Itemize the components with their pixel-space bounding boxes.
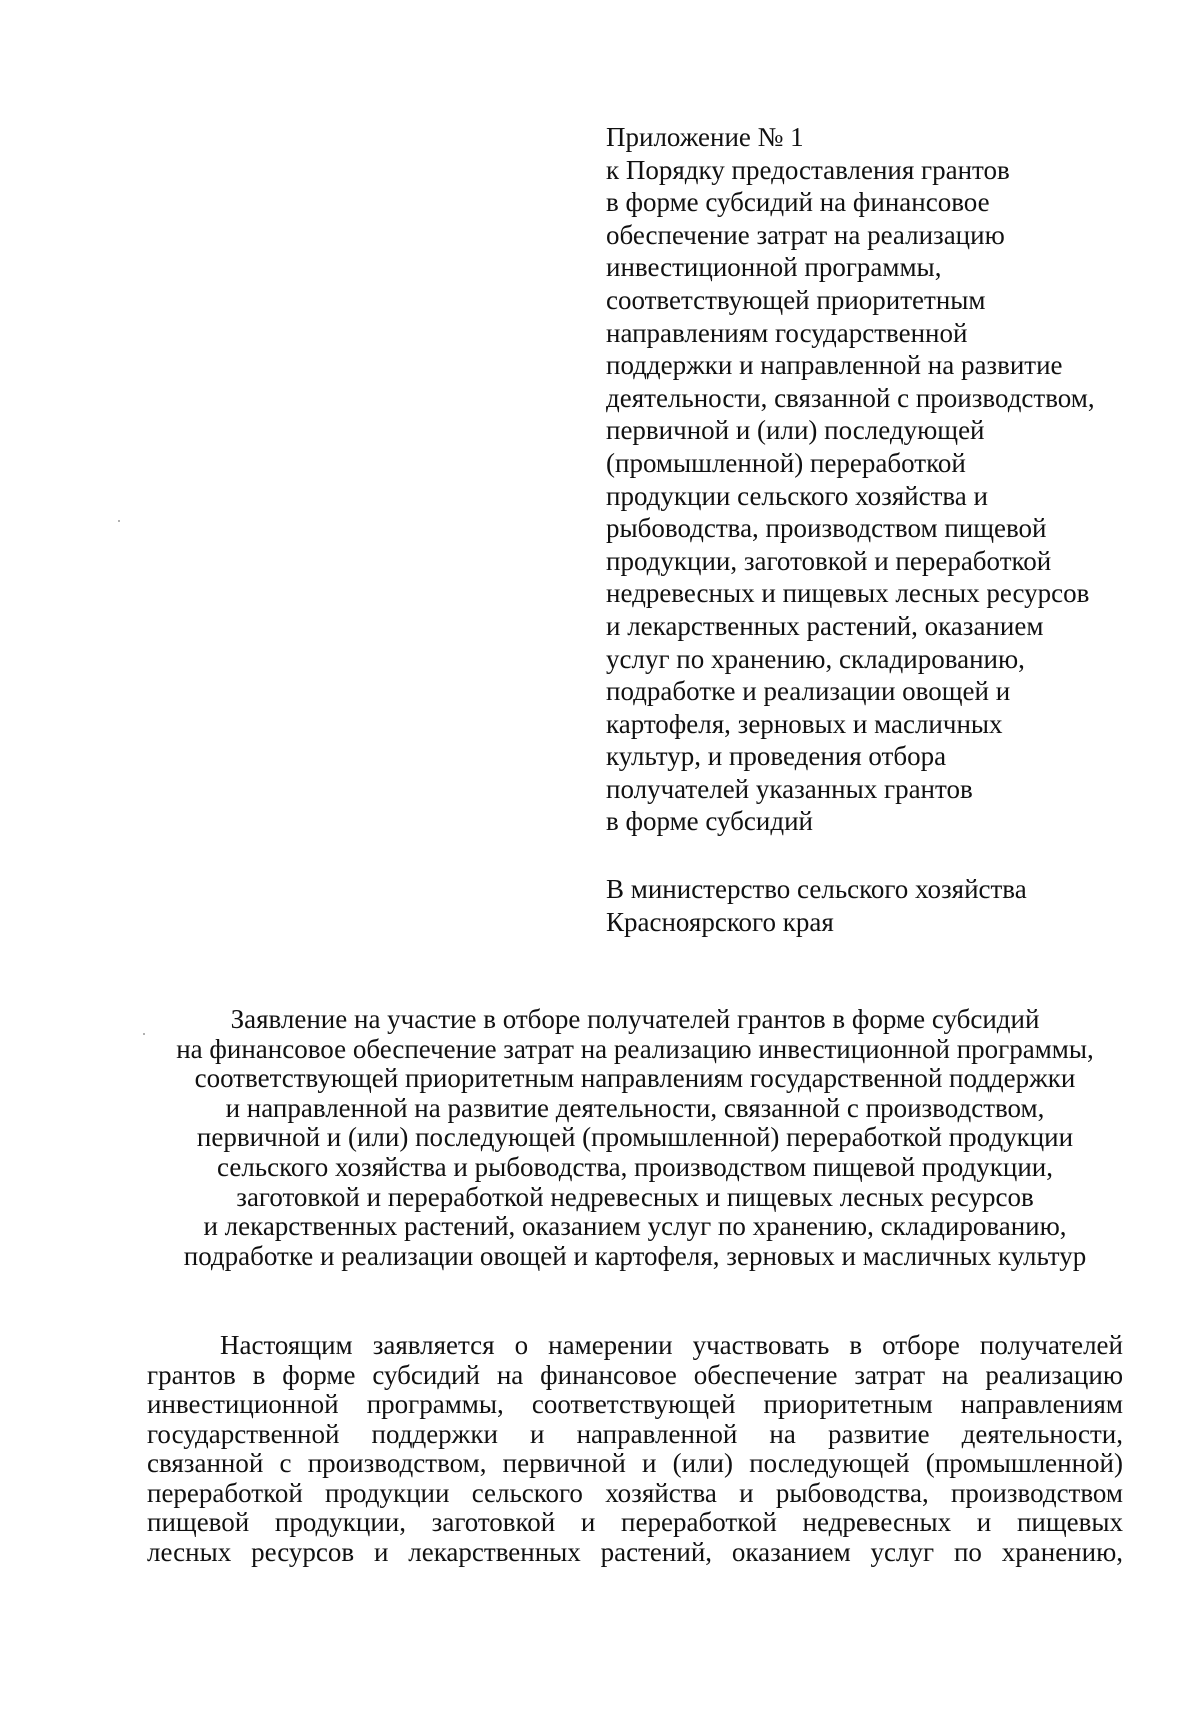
body-line: лесных ресурсов и лекарственных растений, оказанием услуг по хранению,: [147, 1537, 1123, 1567]
appendix-line: картофеля, зерновых и масличных: [606, 708, 1003, 739]
scan-speck: [118, 520, 120, 522]
appendix-line: рыбоводства, производством пищевой: [606, 513, 1047, 544]
title-line: и лекарственных растений, оказанием услуг по хранению, складированию,: [203, 1211, 1067, 1242]
body-line: инвестиционной программы, соответствующей приоритетным направлениям: [147, 1390, 1123, 1419]
appendix-line: обеспечение затрат на реализацию: [606, 219, 1005, 250]
title-line: на финансовое обеспечение затрат на реализацию инвестиционной программы,: [176, 1033, 1094, 1064]
title-line: первичной и (или) последующей (промышленной) переработкой продукции: [196, 1122, 1074, 1153]
appendix-line: продукции сельского хозяйства и: [606, 480, 988, 511]
title-line: сельского хозяйства и рыбоводства, производством пищевой продукции,: [217, 1151, 1053, 1182]
body-paragraph: [147, 1331, 1123, 1567]
title-line: соответствующей приоритетным направлениям государственной поддержки: [194, 1063, 1076, 1094]
scan-speck: [143, 1033, 145, 1035]
body-line: переработкой продукции сельского хозяйства и рыбоводства, производством: [147, 1478, 1123, 1508]
title-line: заготовкой и переработкой недревесных и пищевых лесных ресурсов: [236, 1181, 1034, 1212]
appendix-line: продукции, заготовкой и переработкой: [606, 545, 1052, 576]
appendix-line: деятельности, связанной с производством,: [606, 382, 1095, 413]
application-title: [140, 1005, 1130, 1271]
title-line: подработке и реализации овощей и картофеля, зерновых и масличных культур: [183, 1240, 1087, 1271]
body-line: Настоящим заявляется о намерении участвовать в отборе получателей: [220, 1331, 1123, 1360]
appendix-line: к Порядку предоставления грантов: [606, 154, 1010, 185]
addressee-line: В министерство сельского хозяйства: [606, 874, 1027, 904]
appendix-line: (промышленной) переработкой: [606, 447, 966, 478]
appendix-line: получателей указанных грантов: [606, 773, 973, 804]
appendix-line: в форме субсидий: [606, 806, 813, 837]
addressee-line: Красноярского края: [606, 906, 834, 937]
appendix-line: культур, и проведения отбора: [606, 741, 947, 772]
appendix-line: соответствующей приоритетным: [606, 284, 986, 315]
body-line: связанной с производством, первичной и (или) последующей (промышленной): [147, 1449, 1123, 1478]
appendix-line: услуг по хранению, складированию,: [606, 643, 1025, 674]
body-line: государственной поддержки и направленной на развитие деятельности,: [147, 1419, 1123, 1449]
title-line: Заявление на участие в отборе получателей грантов в форме субсидий: [230, 1004, 1040, 1034]
appendix-line: первичной и (или) последующей: [606, 415, 985, 446]
appendix-header: [606, 121, 1126, 838]
appendix-line: направлениям государственной: [606, 317, 968, 348]
appendix-line: подработке и реализации овощей и: [606, 676, 1011, 707]
appendix-line: недревесных и пищевых лесных ресурсов: [606, 578, 1090, 609]
addressee: [606, 873, 1126, 938]
title-line: и направленной на развитие деятельности, связанной с производством,: [225, 1092, 1045, 1123]
appendix-line: Приложение № 1: [606, 122, 804, 152]
body-line: пищевой продукции, заготовкой и переработкой недревесных и пищевых: [147, 1508, 1123, 1537]
appendix-line: инвестиционной программы,: [606, 252, 942, 283]
appendix-line: поддержки и направленной на развитие: [606, 350, 1063, 381]
body-line: грантов в форме субсидий на финансовое обеспечение затрат на реализацию: [147, 1360, 1123, 1390]
appendix-line: в форме субсидий на финансовое: [606, 187, 990, 218]
appendix-line: и лекарственных растений, оказанием: [606, 610, 1044, 641]
